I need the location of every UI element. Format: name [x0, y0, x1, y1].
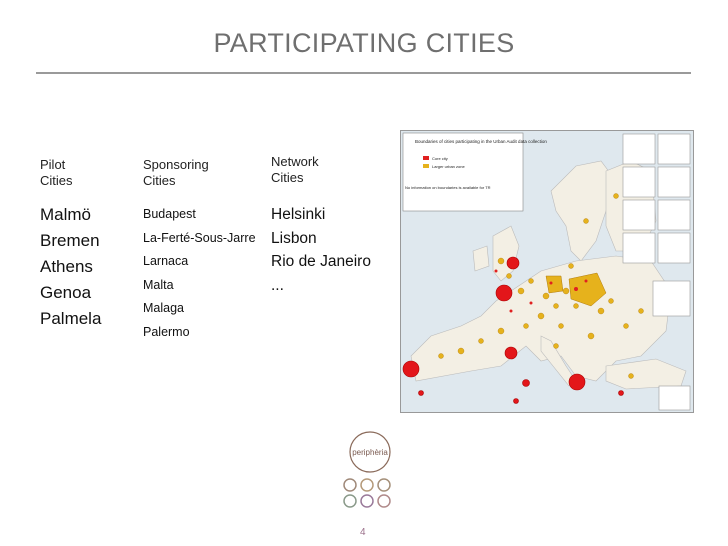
list-item: Rio de Janeiro	[271, 253, 371, 270]
map-graphic	[401, 131, 693, 412]
sponsoring-cities-list	[143, 203, 256, 344]
header-line: Network	[271, 154, 319, 169]
slide-title: PARTICIPATING CITIES	[213, 28, 515, 58]
list-item: Athens	[40, 257, 93, 276]
network-cities-header	[271, 154, 319, 186]
legend-larger-urban-zone: Larger urban zone	[432, 164, 465, 169]
list-item: Malta	[143, 277, 174, 292]
sponsoring-cities-header	[143, 157, 209, 189]
pilot-cities-list	[40, 203, 101, 330]
network-cities-list	[271, 203, 371, 297]
logo-graphic	[340, 430, 400, 512]
title-divider	[36, 72, 691, 74]
list-item: Malaga	[143, 301, 184, 315]
list-item: La-Ferté-Sous-Jarre	[143, 230, 256, 245]
list-item: ...	[271, 276, 284, 294]
peripheria-logo	[340, 430, 400, 512]
header-line: Pilot	[40, 157, 66, 172]
europe-cities-map	[400, 130, 694, 413]
list-item: Genoa	[40, 283, 92, 302]
list-item: Budapest	[143, 207, 196, 221]
list-item: Helsinki	[271, 206, 326, 223]
header-line: Sponsoring	[143, 157, 209, 172]
list-item: Malmö	[40, 205, 92, 224]
list-item: Palermo	[143, 324, 190, 339]
legend-note: No information on boundaries is available for TR	[405, 185, 491, 190]
list-item: Bremen	[40, 231, 100, 250]
logo-text: periphèria	[352, 448, 388, 457]
legend-core-city: Core city	[432, 156, 448, 161]
list-item: Larnaca	[143, 254, 189, 268]
pilot-cities-header	[40, 157, 73, 189]
map-legend-title: Boundaries of cities participating in the Urban Audit data collection	[415, 139, 547, 144]
header-line: Cities	[143, 173, 176, 188]
header-line: Cities	[40, 173, 73, 188]
list-item: Palmela	[40, 309, 102, 328]
page-number: 4	[360, 527, 366, 538]
list-item: Lisbon	[271, 229, 317, 247]
header-line: Cities	[271, 170, 304, 185]
